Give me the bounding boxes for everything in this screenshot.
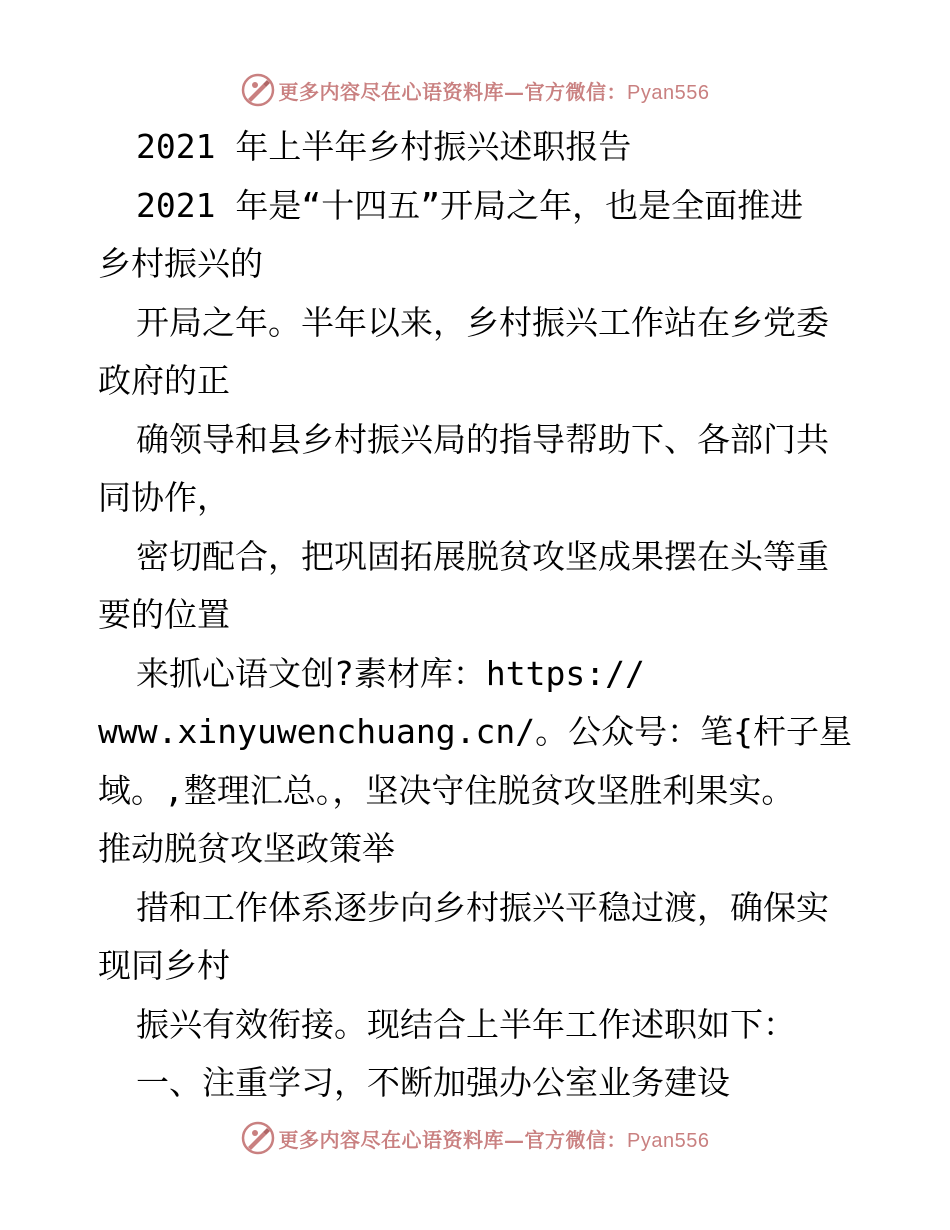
paragraph-line: 政府的正	[98, 361, 230, 400]
paragraph-line: 推动脱贫攻坚政策举	[98, 829, 395, 868]
paragraph-line: 域。,整理汇总。，坚决守住脱贫攻坚胜利果实。	[98, 771, 795, 810]
paragraph-line: 振兴有效衔接。现结合上半年工作述职如下：	[136, 1005, 796, 1044]
paragraph-line: 确领导和县乡村振兴局的指导帮助下、各部门共	[136, 420, 829, 459]
document-title: 2021 年上半年乡村振兴述职报告	[136, 127, 632, 166]
paragraph-line: 2021 年是“十四五”开局之年，也是全面推进	[136, 186, 804, 225]
section-heading: 一、注重学习，不断加强办公室业务建设	[136, 1063, 730, 1102]
watermark-text: 更多内容尽在心语资料库—官方微信：Pyan556	[278, 79, 710, 104]
paragraph-line: 乡村振兴的	[98, 244, 263, 283]
pen-logo-icon	[241, 73, 275, 107]
paragraph-line: 同协作，	[98, 478, 230, 517]
watermark-footer	[0, 1118, 950, 1158]
watermark-text: 更多内容尽在心语资料库—官方微信：Pyan556	[278, 1127, 710, 1152]
paragraph-line: 现同乡村	[98, 946, 230, 985]
paragraph-line: 措和工作体系逐步向乡村振兴平稳过渡，确保实	[136, 888, 829, 927]
paragraph-line: 密切配合，把巩固拓展脱贫攻坚成果摆在头等重	[136, 537, 829, 576]
watermark-header	[0, 70, 950, 110]
paragraph-line: 来抓心语文创?素材库：https://	[136, 654, 645, 693]
paragraph-line: 要的位置	[98, 595, 230, 634]
pen-logo-icon	[241, 1121, 275, 1155]
paragraph-line: www.xinyuwenchuang.cn/。公众号：笔{杆子星	[98, 712, 852, 751]
paragraph-line: 开局之年。半年以来，乡村振兴工作站在乡党委	[136, 303, 829, 342]
